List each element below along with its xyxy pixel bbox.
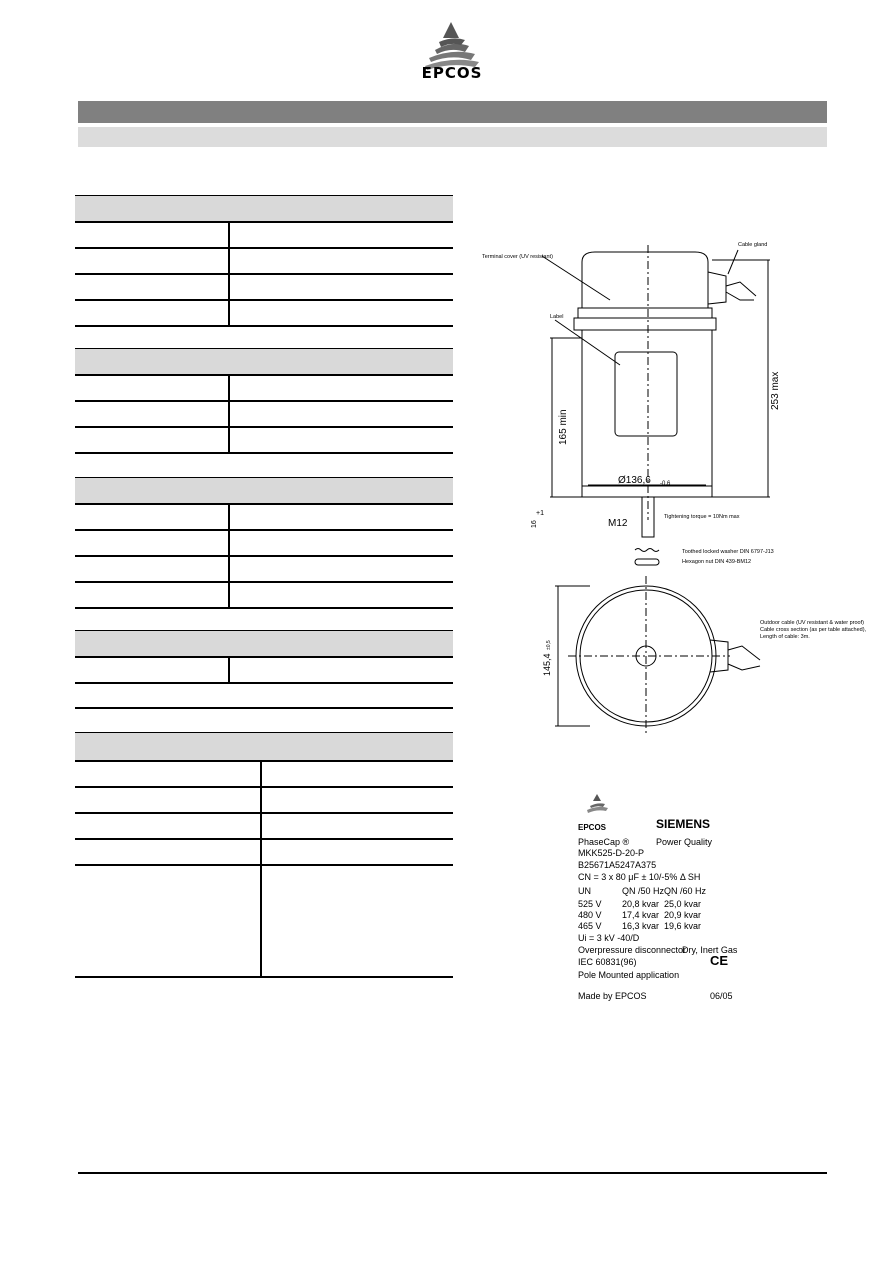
table-row (75, 531, 453, 557)
label-application: Pole Mounted application (578, 970, 680, 980)
dim-tol-top: +1 (536, 510, 544, 517)
header-bar-light (78, 127, 827, 147)
table-row (75, 505, 453, 531)
table-row (75, 275, 453, 301)
label-standard: IEC 60831(96) (578, 957, 637, 967)
product-label (560, 790, 760, 1015)
label-ordering-code: B25671A5247A375 (578, 860, 657, 870)
brand-name: EPCOS (421, 64, 483, 82)
spec-table-3 (75, 477, 453, 609)
label-cable-gland: Cable gland (738, 242, 768, 248)
label-terminal-cover: Terminal cover (UV resistant) (482, 254, 553, 260)
label-tagline: Power Quality (656, 837, 713, 847)
note-washer: Toothed locked washer DIN 6797-J13 (682, 549, 774, 555)
label-col-un: UN (578, 886, 591, 896)
table-row (75, 814, 453, 840)
note-cable-3: Length of cable: 3m. (760, 634, 810, 640)
table-row (75, 762, 453, 788)
table-row (75, 866, 453, 978)
table-row (75, 249, 453, 275)
label-model: MKK525-D-20-P (578, 848, 645, 858)
dim-diameter: Ø136,6 (618, 475, 651, 486)
ce-mark-icon: CE (710, 953, 729, 968)
dim-diameter-tol: -0,6 (660, 481, 671, 487)
spec-table-4 (75, 630, 453, 684)
table-row (75, 301, 453, 327)
dimension-drawing (470, 230, 890, 760)
divider (75, 707, 453, 709)
dim-width: 145,4 (542, 653, 552, 676)
label-cell: 16,3 kvar (622, 921, 660, 931)
label-cell: 480 V (578, 910, 602, 920)
table-row (75, 223, 453, 249)
label-made-by: Made by EPCOS (578, 991, 647, 1001)
label-capacitance: CN = 3 x 80 μF ± 10/-5% Δ SH (578, 872, 701, 882)
table-header (75, 732, 453, 762)
label-label: Label (550, 314, 564, 320)
label-insulation: Ui = 3 kV -40/D (578, 933, 640, 943)
dim-height-min: 165 min (558, 409, 569, 445)
table-row (75, 402, 453, 428)
table-row (75, 557, 453, 583)
label-disconnector: Overpressure disconnector (578, 945, 687, 955)
note-hexagon: Hexagon nut DIN 439-BM12 (682, 559, 752, 565)
label-cell: 525 V (578, 899, 602, 909)
table-row (75, 788, 453, 814)
label-date: 06/05 (710, 991, 733, 1001)
table-header (75, 477, 453, 505)
label-cell: 465 V (578, 921, 602, 931)
table-row (75, 840, 453, 866)
table-row (75, 583, 453, 609)
dim-thread: M12 (608, 518, 628, 529)
table-header (75, 195, 453, 223)
table-row (75, 376, 453, 402)
dim-tol-bottom: 16 (531, 520, 538, 528)
label-cell: 25,0 kvar (664, 899, 702, 909)
note-torque: Tightening torque = 10Nm max (664, 514, 740, 520)
spec-table-1 (75, 195, 453, 327)
label-product: PhaseCap ® (578, 837, 630, 847)
table-row (75, 428, 453, 454)
spec-table-2 (75, 348, 453, 454)
epcos-logo-icon (582, 794, 612, 820)
dim-height-max: 253 max (770, 371, 781, 410)
label-filling: Dry, Inert Gas (682, 945, 738, 955)
table-header (75, 630, 453, 658)
spec-table-5 (75, 732, 453, 978)
note-cable-1: Outdoor cable (UV resistant & water proof) (760, 620, 864, 626)
label-cell: 19,6 kvar (664, 921, 702, 931)
table-row (75, 658, 453, 684)
label-cell: 20,8 kvar (622, 899, 660, 909)
label-col-qn50: QN /50 Hz (622, 886, 665, 896)
dim-width-tol: ±0,5 (546, 640, 552, 650)
note-cable-2: Cable cross section (as per table attached), (760, 627, 867, 633)
footer-rule (78, 1172, 827, 1174)
label-cell: 17,4 kvar (622, 910, 660, 920)
label-cell: 20,9 kvar (664, 910, 702, 920)
header-bar-dark (78, 101, 827, 123)
label-brand-left: EPCOS (578, 823, 607, 832)
label-col-qn60: QN /60 Hz (664, 886, 707, 896)
label-brand-right: SIEMENS (656, 817, 711, 831)
table-header (75, 348, 453, 376)
